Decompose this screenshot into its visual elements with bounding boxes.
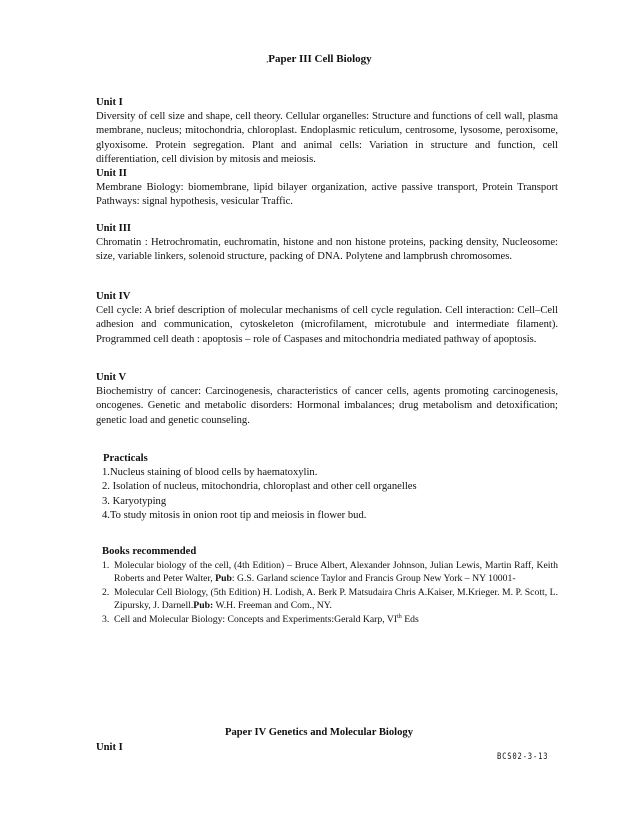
unit-1-section <box>96 96 558 167</box>
practical-item: 4.To study mitosis in onion root tip and meiosis in flower bud. <box>102 509 367 521</box>
book-pub-label: Pub <box>215 573 232 585</box>
title-comma: , <box>266 55 269 64</box>
book-text-a: Molecular Cell Biology, (5th Edition) H. Lodish, A. Berk P. Matsudaira Chris A.Kaiser, M.Krieger. M. P. Scott, L. Zipursky, J. Darnell. <box>114 586 558 612</box>
practical-item: 2. Isolation of nucleus, mitochondria, chloroplast and other cell organelles <box>102 481 417 493</box>
book-item <box>102 586 558 613</box>
book-text-b: : G.S. Garland science Taylor and Francis Group New York – NY 10001- <box>231 573 516 585</box>
page-title <box>0 52 638 67</box>
unit-2-section <box>96 167 558 210</box>
unit-text: Diversity of cell size and shape, cell theory. Cellular organelles: Structure and functions of cell wall, plasma membrane, nucleus; mitochondria, chloroplast. Endoplasmic reticulum, centrosome, lysosome, peroxisome, glyoxisome. Protein segregation. Plant and animal cells: Variation in structure and function, cell differentiation, cell division by mitosis and meiosis. <box>96 111 558 165</box>
page-code: BCS02-3-13 <box>497 752 549 762</box>
books-heading: Books recommended <box>102 546 197 557</box>
book-superscript: th <box>397 613 402 620</box>
book-text-a: Molecular biology of the cell, (4th Edition) – Bruce Albert, Alexander Johnson, Julian Lewis, Martin Raff, Keith Roberts and Peter Walter, <box>114 559 558 585</box>
book-number: 1. <box>102 559 110 571</box>
unit-heading: Unit V <box>96 372 127 383</box>
book-text-b: W.H. Freeman and Com., NY. <box>213 600 332 612</box>
unit-text: Chromatin : Hetrochromatin, euchromatin, histone and non histone proteins, packing density, Nucleosome: size, variable linkers, solenoid structure, packing of DNA. Polytene and lampbrush chromosomes. <box>96 237 558 263</box>
unit-text: Biochemistry of cancer: Carcinogenesis, characteristics of cancer cells, agents promoting carcinogenesis, oncogenes. Genetic and metabolic disorders: Hormonal imbalances; drug metabolism and detoxification; genetic load and genetic counseling. <box>96 386 558 426</box>
unit-text: Cell cycle: A brief description of molecular mechanisms of cell cycle regulation. Cell interaction: Cell–Cell adhesion and communication, cytoskeleton (microfilament, microtubule and intermediate filament). Programmed cell death : apoptosis – role of Caspases and mitochondria mediated pathway of apoptosis. <box>96 305 558 345</box>
book-text <box>112 559 558 586</box>
book-text-a: Cell and Molecular Biology: Concepts and Experiments:Gerald Karp, VI <box>114 613 398 625</box>
book-text <box>112 586 558 613</box>
title-text: Paper III Cell Biology <box>268 53 372 65</box>
book-pub-label: Pub: <box>193 600 214 612</box>
unit-4-section <box>96 290 558 347</box>
book-text <box>112 613 558 627</box>
books-section <box>102 545 558 627</box>
practicals-heading: Practicals <box>103 453 148 464</box>
unit-5-section <box>96 371 558 428</box>
unit-3-section <box>96 222 558 265</box>
book-number: 2. <box>102 586 110 598</box>
paper-4-unit-heading: Unit I <box>96 742 123 753</box>
unit-heading: Unit III <box>96 223 132 234</box>
book-text-b: Eds <box>401 613 419 625</box>
unit-heading: Unit II <box>96 168 127 179</box>
book-item <box>102 613 558 627</box>
unit-heading: Unit IV <box>96 291 131 302</box>
practical-item: 1.Nucleus staining of blood cells by haematoxylin. <box>102 467 318 479</box>
practical-item: 3. Karyotyping <box>102 495 167 507</box>
book-item <box>102 559 558 586</box>
unit-heading: Unit I <box>96 97 123 108</box>
book-number: 3. <box>102 613 110 625</box>
unit-text: Membrane Biology: biomembrane, lipid bilayer organization, active passive transport, Protein Transport Pathways: signal hypothesis, vesicular Traffic. <box>96 182 558 208</box>
practicals-section <box>102 452 558 523</box>
paper-4-title: Paper IV Genetics and Molecular Biology <box>224 727 414 738</box>
